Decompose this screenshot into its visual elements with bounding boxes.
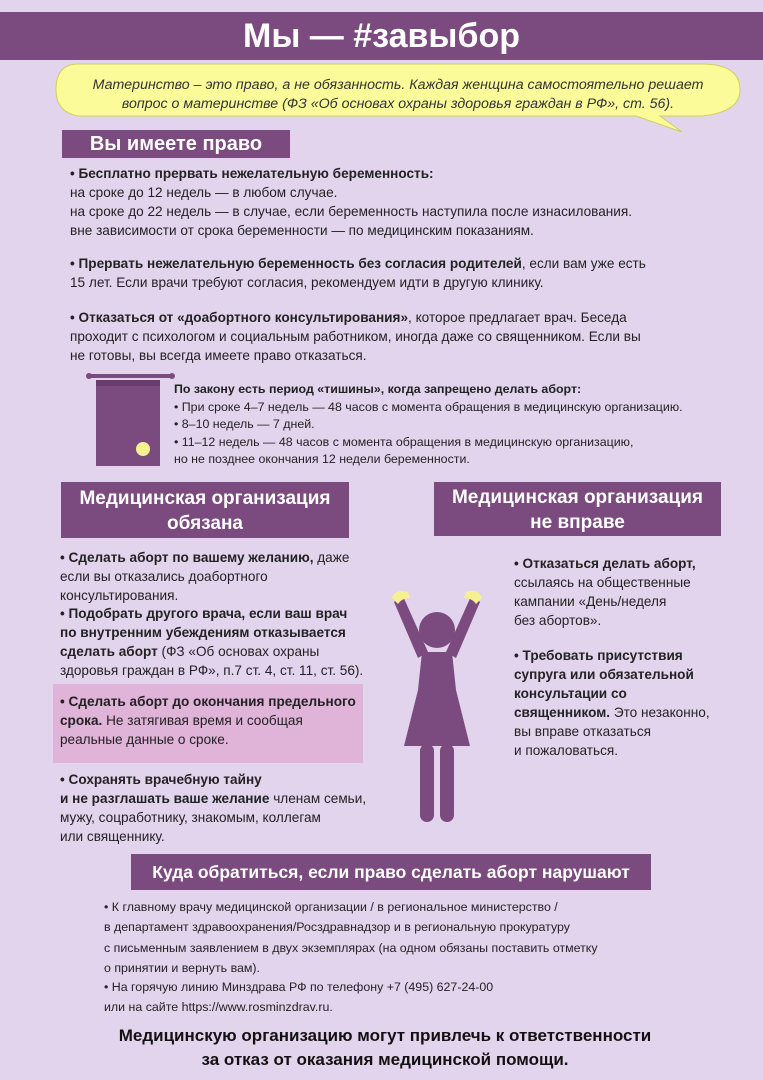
obliged-item-confidentiality	[60, 770, 366, 846]
item-bold: • Сохранять врачебную тайну	[60, 772, 262, 787]
item-bold: срока.	[60, 713, 103, 728]
rights-heading: Вы имеете право	[62, 130, 290, 158]
item-text: (ФЗ «Об основах охраны	[157, 644, 320, 659]
item-bold: консультации со	[514, 686, 627, 701]
item-line: ссылаясь на общественные	[514, 575, 691, 590]
silence-line: • 11–12 недель — 48 часов с момента обращения в медицинскую организацию,	[174, 434, 634, 449]
item-line: мужу, соцработнику, знакомым, коллегам	[60, 810, 321, 825]
item-bold: и не разглашать ваше желание	[60, 791, 270, 806]
item-bold: • Сделать аборт до окончания предельного	[60, 694, 356, 709]
item-bold: сделать аборт	[60, 644, 158, 659]
item-line: реальные данные о сроке.	[60, 732, 229, 747]
page-title: Мы — #завыбор	[0, 12, 763, 60]
item-text: , если вам уже есть	[521, 256, 646, 271]
item-line: на сроке до 22 недель — в случае, если беременность наступила после изнасилования.	[70, 204, 632, 219]
item-text: членам семьи,	[269, 791, 367, 806]
item-line: не готовы, вы всегда имеете право отказаться.	[70, 348, 367, 363]
silence-line: • При сроке 4–7 недель — 48 часов с момента обращения в медицинскую организацию.	[174, 399, 683, 414]
item-bold: • Подобрать другого врача, если ваш врач	[60, 606, 348, 621]
rights-item-no-parental-consent	[70, 254, 646, 292]
item-line: если вы отказались доабортного	[60, 569, 268, 584]
item-bold: священником.	[514, 705, 611, 720]
footer-line: за отказ от оказания медицинской помощи.	[201, 1050, 569, 1069]
not-allowed-item-require-presence	[514, 646, 710, 760]
item-bold: • Прервать нежелательную беременность без согласия родителей	[70, 256, 522, 271]
quote-line: вопрос о материнстве (ФЗ «Об основах охраны здоровья граждан в РФ», ст. 56).	[121, 96, 675, 112]
item-bold: супруга или обязательной	[514, 667, 694, 682]
where-to-apply-list	[104, 898, 598, 1017]
law-quote	[64, 76, 732, 114]
where-line: или на сайте https://www.rosminzdrav.ru.	[104, 999, 333, 1014]
item-bold: по внутренним убеждениям отказывается	[60, 625, 346, 640]
where-to-apply-heading: Куда обратиться, если право сделать аборт нарушают	[131, 854, 651, 890]
item-line: консультирования.	[60, 588, 179, 603]
footer-note	[60, 1024, 710, 1072]
item-line: вы вправе отказаться	[514, 724, 651, 739]
item-line: или священнику.	[60, 829, 165, 844]
heading-line: Медицинская организация	[451, 487, 704, 508]
rights-item-refuse-consultation	[70, 308, 641, 365]
item-bold: • Отказаться от «доабортного консультирования»	[70, 310, 409, 325]
item-text: Это незаконно,	[610, 705, 710, 720]
item-line: 15 лет. Если врачи требуют согласия, рекомендуем идти в другую клинику.	[70, 275, 544, 290]
item-bold: • Отказаться делать аборт,	[514, 556, 696, 571]
where-line: в департамент здравоохранения/Росздравнадзор и в региональную прокуратуру	[104, 919, 570, 934]
item-text: даже	[313, 550, 350, 565]
woman-raised-arms-icon	[382, 580, 492, 830]
item-line: вне зависимости от срока беременности — по медицинским показаниям.	[70, 223, 534, 238]
item-line: проходит с психологом и социальным работником, иногда даже со священником. Если вы	[70, 329, 641, 344]
item-bold: • Требовать присутствия	[514, 648, 683, 663]
heading-line: не вправе	[530, 512, 625, 533]
footer-line: Медицинскую организацию могут привлечь к ответственности	[118, 1026, 652, 1045]
not-allowed-heading	[434, 482, 721, 536]
rights-item-free-abortion	[70, 164, 632, 240]
silence-period-block	[174, 381, 683, 469]
where-line: о принятии и вернуть вам).	[104, 960, 260, 975]
silence-title: По закону есть период «тишины», когда запрещено делать аборт:	[174, 382, 582, 396]
where-line: с письменным заявлением в двух экземплярах (на одном обязаны поставить отметку	[104, 941, 598, 955]
obliged-item-abortion-on-request	[60, 548, 349, 605]
heading-line: обязана	[167, 513, 243, 534]
item-line: кампании «День/неделя	[514, 594, 667, 609]
item-line: и пожаловаться.	[514, 743, 619, 758]
obliged-heading	[61, 482, 349, 538]
not-allowed-item-refuse	[514, 554, 696, 630]
item-line: здоровья граждан в РФ», п.7 ст. 4, ст. 11, ст. 56).	[60, 663, 364, 678]
quote-line: Материнство – это право, а не обязанность. Каждая женщина самостоятельно решает	[92, 77, 704, 93]
item-bold: • Бесплатно прервать нежелательную беременность:	[70, 166, 434, 181]
item-text: Не затягивая время и сообщая	[102, 713, 303, 728]
where-line: • На горячую линию Минздрава РФ по телефону +7 (495) 627-24-00	[104, 980, 494, 994]
item-bold: • Сделать аборт по вашему желанию,	[60, 550, 314, 565]
obliged-item-another-doctor	[60, 604, 363, 680]
item-line: без абортов».	[514, 613, 602, 628]
where-line: • К главному врачу медицинской организации / в региональное министерство /	[104, 900, 558, 914]
curtain-icon	[86, 370, 176, 470]
silence-line: но не позднее окончания 12 недели беременности.	[174, 452, 470, 466]
silence-line: • 8–10 недель — 7 дней.	[174, 417, 315, 431]
item-text: , которое предлагает врач. Беседа	[408, 310, 627, 325]
obliged-item-before-deadline	[60, 692, 356, 749]
heading-line: Медицинская организация	[79, 488, 331, 509]
item-line: на сроке до 12 недель — в любом случае.	[70, 185, 338, 200]
